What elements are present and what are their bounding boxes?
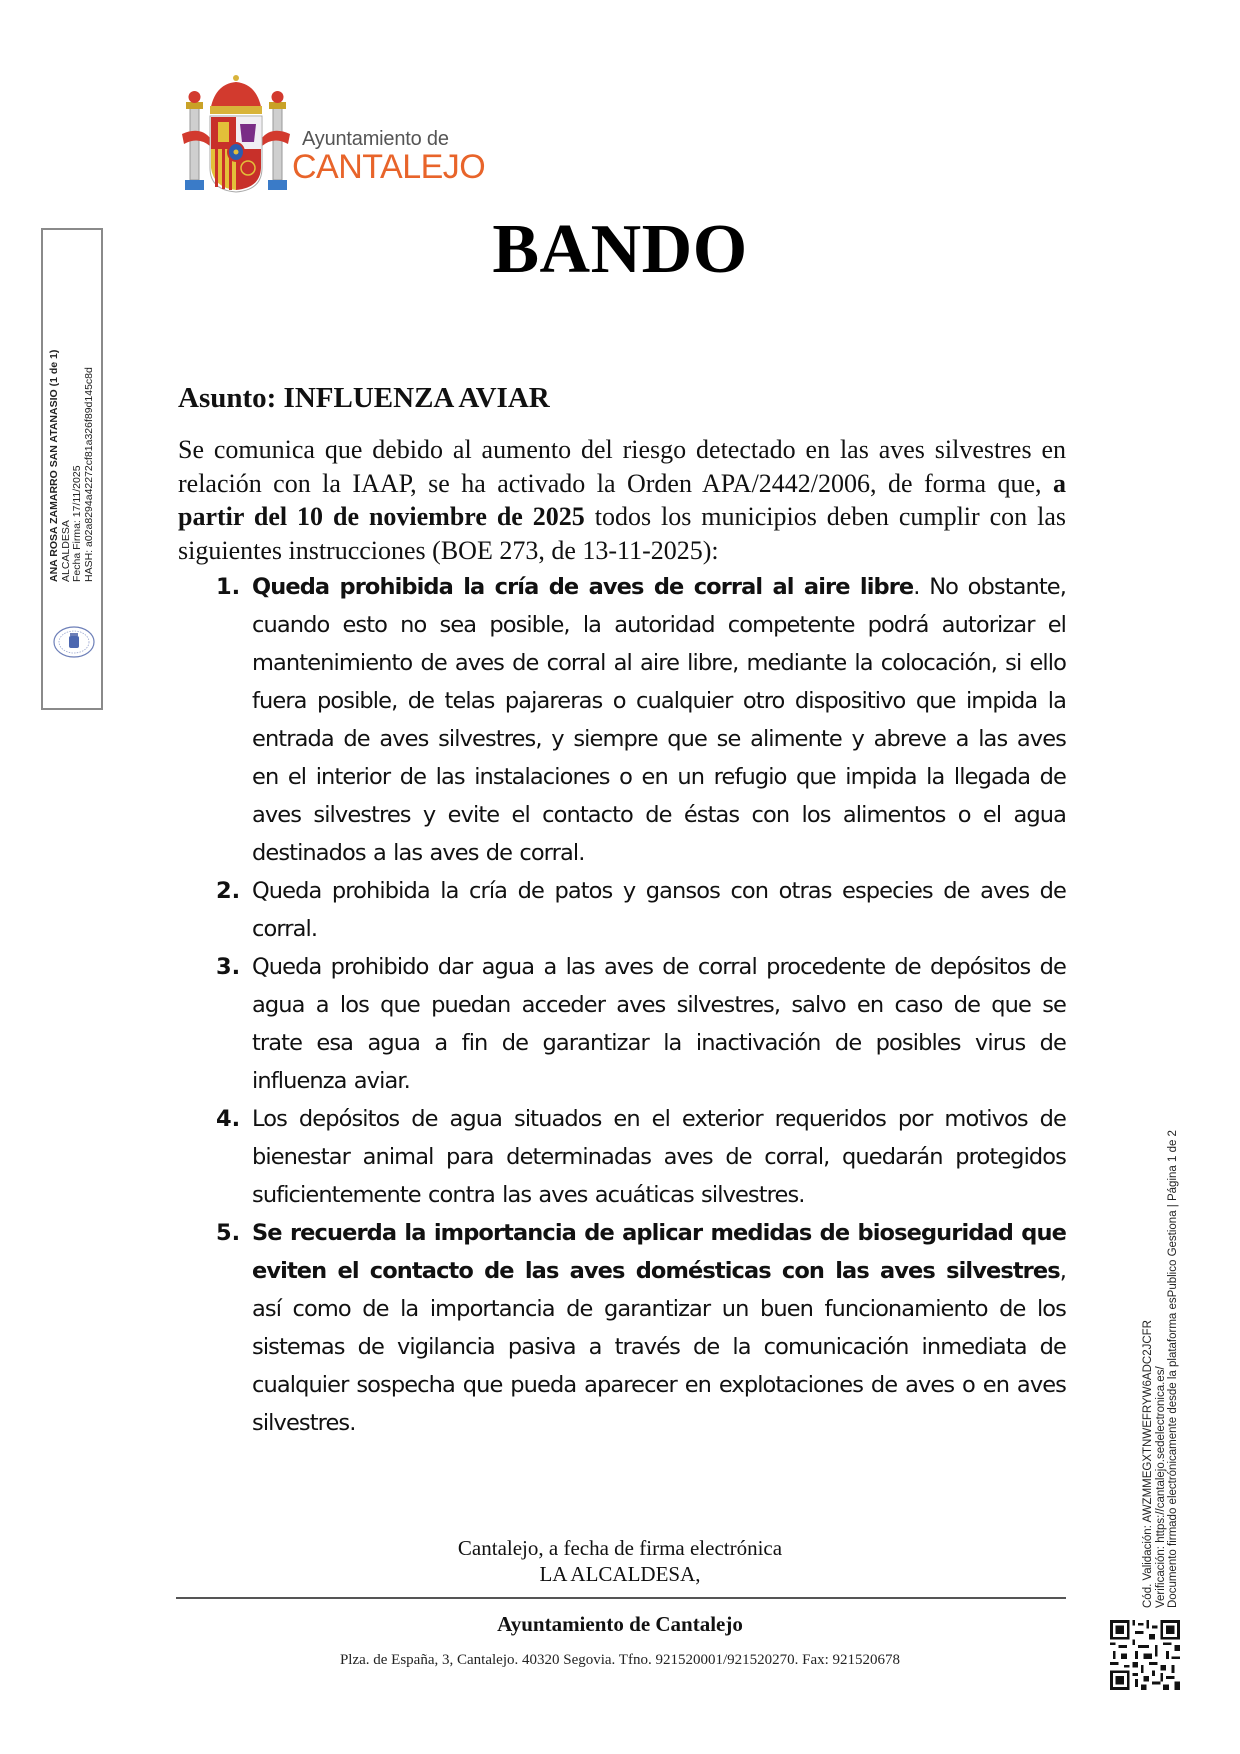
coat-of-arms-icon [180, 72, 292, 194]
footer-organization: Ayuntamiento de Cantalejo [497, 1612, 743, 1636]
closing-block [0, 1535, 1240, 1587]
instructions-list [178, 568, 1066, 1442]
list-item-text: . No obstante, cuando esto no sea posible, la autoridad competente podrá autorizar el mantenimiento de aves de corral al aire libre, mediante la colocación, si ello fuera posible, de telas pajareras o cualquier otro dispositivo que impida la entrada de aves silvestres, y siempre que se alimente y abreve a las aves en el interior de las instalaciones o en un refugio que impida la llegada de aves silvestres y evite el contacto de éstas con los alimentos o el agua destinados a las aves de corral. [252, 574, 1066, 866]
verification-strip [1142, 1048, 1192, 1608]
signer-role: ALCALDESA [59, 520, 72, 582]
intro-paragraph [178, 433, 1066, 567]
list-item-number: 1. [216, 574, 241, 600]
signature-date: Fecha Firma: 17/11/2025 [71, 465, 83, 582]
document-title: BANDO [492, 211, 748, 288]
signer-name: ANA ROSA ZAMARRO SAN ATANASIO (1 de 1) [48, 349, 60, 582]
official-seal-icon [52, 625, 96, 659]
list-item-bold-text: Queda prohibida la cría de aves de corral al aire libre [252, 574, 914, 600]
intro-text-part1: Se comunica que debido al aumento del riesgo detectado en las aves silvestres en relación con la IAAP, se ha activado la Orden APA/2442/2006, de forma que, [178, 435, 1066, 498]
list-item [178, 1100, 1066, 1214]
footer-address: Plza. de España, 3, Cantalejo. 40320 Segovia. Tfno. 921520001/921520270. Fax: 921520678 [339, 1652, 901, 1668]
validation-code: Cód. Validación: AWZMMEGXTNWEFRYW6ADC2JCFR [1142, 1320, 1154, 1608]
list-item [178, 948, 1066, 1100]
intro-text-part2: todos los municipios deben cumplir con las siguientes instrucciones (BOE 273, de 13-11-2025): [178, 502, 1067, 565]
qr-code-icon[interactable] [1110, 1620, 1180, 1690]
list-item-text: Los depósitos de agua situados en el exterior requeridos por motivos de bienestar animal para determinadas aves de corral, quedarán protegidos suficientemente contra las aves acuáticas silvestres. [252, 1106, 1066, 1208]
list-item-number: 5. [216, 1220, 241, 1246]
footer-divider [176, 1597, 1066, 1599]
list-item-number: 4. [216, 1106, 241, 1132]
list-item-text: , así como de la importancia de garantizar un buen funcionamiento de los sistemas de vigilancia pasiva a través de la comunicación inmediata de cualquier sospecha que pueda aparecer en explotaciones de aves o en aves silvestres. [252, 1258, 1066, 1436]
list-item-text: Queda prohibida la cría de patos y gansos con otras especies de aves de corral. [252, 878, 1066, 942]
list-item-number: 2. [216, 878, 241, 904]
closing-signatory: LA ALCALDESA, [539, 1562, 701, 1586]
municipality-logo [180, 72, 486, 194]
signature-hash: HASH: a02a8294a42272cf81a326f89d145c8d [82, 367, 95, 582]
logo-text-cantalejo: CANTALEJO [292, 148, 486, 186]
list-item [178, 1214, 1066, 1442]
document-subject: Asunto: INFLUENZA AVIAR [178, 382, 550, 414]
list-item-bold-text: Se recuerda la importancia de aplicar medidas de bioseguridad que eviten el contacto de las aves domésticas con las aves silvestres [252, 1220, 1066, 1284]
signature-platform-note: Documento firmado electrónicamente desde la plataforma esPublico Gestiona | Página 1 de 2 [1167, 1130, 1179, 1608]
logo-text-ayuntamiento: Ayuntamiento de [302, 128, 449, 150]
list-item-text: Queda prohibido dar agua a las aves de corral procedente de depósitos de agua a los que puedan acceder aves silvestres, salvo en caso de que se trate esa agua a fin de garantizar la inactivación de posibles virus de influenza aviar. [252, 954, 1066, 1094]
signature-details [49, 100, 111, 582]
closing-place-date: Cantalejo, a fecha de firma electrónica [457, 1536, 783, 1560]
list-item [178, 872, 1066, 948]
signature-stamp [41, 228, 103, 710]
list-item-number: 3. [216, 954, 241, 980]
intro-date-highlight: a partir del 10 de noviembre de 2025 [178, 468, 1066, 531]
list-item [178, 568, 1066, 872]
verification-url[interactable]: Verificación: https://cantalejo.sedelectronica.es/ [1154, 1366, 1167, 1608]
